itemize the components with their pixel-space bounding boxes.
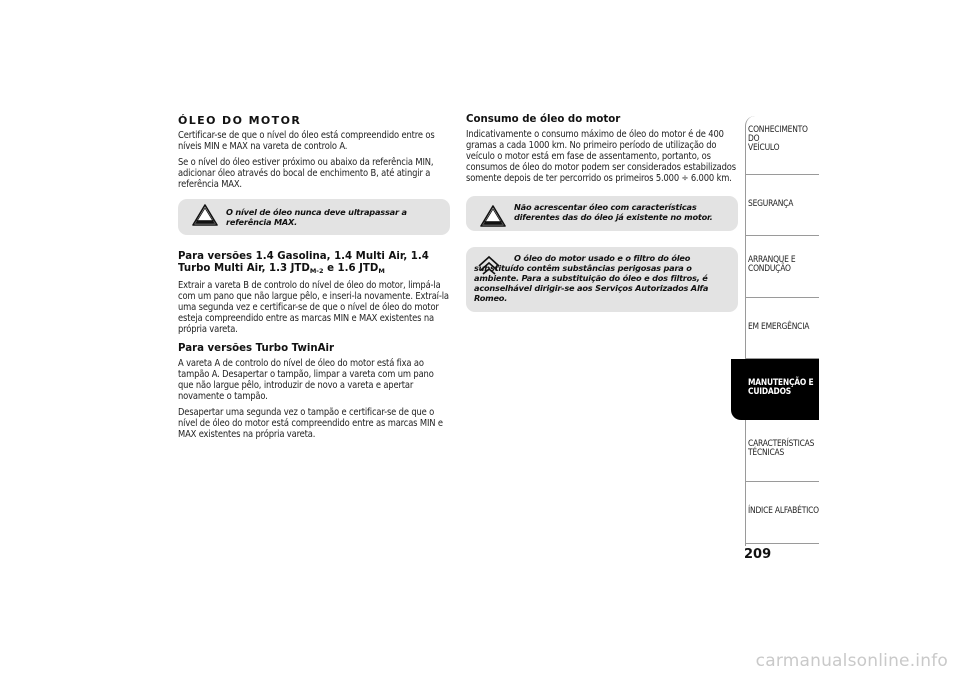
watermark: carmanualsonline.info xyxy=(755,651,948,671)
warning-text: Não acrescentar óleo com características diferentes das do óleo já existente no motor. xyxy=(514,202,713,222)
page-number: 209 xyxy=(744,547,772,562)
environment-note xyxy=(466,247,738,312)
paragraph: Se o nível do óleo estiver próximo ou abaixo da referência MIN, adicionar óleo através do bocal de enchimento B, até atingir a referência MAX. xyxy=(178,157,434,190)
recycle-icon xyxy=(476,255,502,281)
warning-triangle-icon xyxy=(480,205,506,231)
left-column xyxy=(178,114,450,445)
warning-triangle-icon xyxy=(192,204,218,230)
paragraph: Desapertar uma segunda vez o tampão e certificar-se de que o nível de óleo do motor está compreendido entre as marcas MIN e MAX existentes na própria vareta. xyxy=(178,407,443,440)
tab-arranque[interactable]: ARRANQUE E CONDUÇÃO xyxy=(745,236,819,298)
subsection-title: Para versões Turbo TwinAir xyxy=(178,343,334,354)
tab-seguranca[interactable]: SEGURANÇA xyxy=(745,175,819,236)
chapter-tabs xyxy=(745,116,819,544)
tab-manutencao[interactable]: MANUTENÇÃO E CUIDADOS xyxy=(731,359,819,420)
environment-text: O óleo do motor usado e o filtro do óleo substituído contêm substâncias perigosas para o ambiente. Para a substituição do óleo e dos filtros, é aconselhável dirigir-se aos Serviços Autorizados Alfa Romeo. xyxy=(474,253,709,303)
section-title: ÓLEO DO MOTOR xyxy=(178,114,302,127)
paragraph: Extrair a vareta B de controlo do nível de óleo do motor, limpá-la com um pano que não largue pêlo, e inseri-la novamente. Extraí-la uma segunda vez e certificar-se de que o nível de óleo do motor esteja compreendido entre as marcas MIN e MAX existentes na própria vareta. xyxy=(178,280,449,335)
tab-emergencia[interactable]: EM EMERGÊNCIA xyxy=(745,298,819,359)
warning-note xyxy=(466,196,738,231)
paragraph: Certificar-se de que o nível do óleo está compreendido entre os níveis MIN e MAX na vareta de controlo A. xyxy=(178,130,435,152)
paragraph: A vareta A de controlo do nível de óleo do motor está fixa ao tampão A. Desapertar o tampão, limpar a vareta com um pano que não largue pêlo, introduzir de novo a vareta e apertar novamente o tampão. xyxy=(178,358,434,402)
paragraph: Indicativamente o consumo máximo de óleo do motor é de 400 gramas a cada 1000 km. No primeiro período de utilização do veículo o motor está em fase de assentamento, portanto, os consumos de óleo do motor podem ser considerados estabilizados somente depois de ter percorrido os primeiros 5.000 ÷ 6.000 km. xyxy=(466,129,736,184)
warning-note xyxy=(178,199,450,235)
subsection-title: Para versões 1.4 Gasolina, 1.4 Multi Air, 1.4 Turbo Multi Air, 1.3 $JTD_{M-2}$ e 1.6 $JTD_M$ xyxy=(178,251,429,275)
warning-text: O nível de óleo nunca deve ultrapassar a referência MAX. xyxy=(226,207,407,227)
right-column xyxy=(466,114,738,328)
tab-caracteristicas[interactable]: CARACTERÍSTICAS TÉCNICAS xyxy=(745,420,819,482)
tab-indice[interactable]: ÍNDICE ALFABÉTICO xyxy=(745,482,819,544)
tab-conhecimento[interactable]: CONHECIMENTO DO VEÍCULO xyxy=(745,116,819,175)
section-title: Consumo de óleo do motor xyxy=(466,114,621,125)
